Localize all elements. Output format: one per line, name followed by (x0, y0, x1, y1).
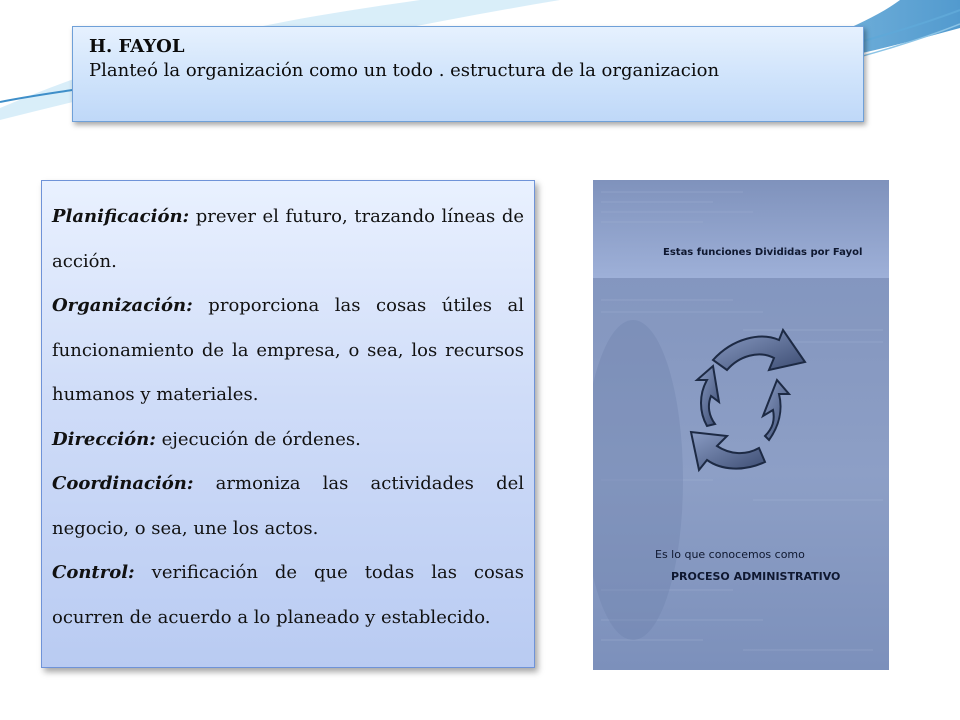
function-term: Planificación: (52, 206, 190, 227)
function-item-coordinacion (52, 462, 524, 551)
function-text: proporciona las cosas útiles al funcionamiento de la empresa, o sea, los recursos humanos y materiales. (52, 295, 524, 405)
header-box (72, 26, 864, 122)
function-term: Organización: (52, 295, 193, 316)
function-text: prever el futuro, trazando líneas de acción. (52, 206, 524, 272)
header-title: H. FAYOL (89, 36, 185, 57)
process-image (593, 180, 889, 670)
function-term: Dirección: (52, 428, 156, 450)
function-text: verificación de que todas las cosas ocurren de acuerdo a lo planeado y establecido. (52, 562, 524, 628)
function-text: ejecución de órdenes. (155, 428, 361, 450)
function-term: Coordinación: (52, 473, 194, 494)
cycle-arrows-icon (593, 180, 889, 670)
image-caption-line2: PROCESO ADMINISTRATIVO (671, 570, 841, 583)
function-item-control (52, 551, 524, 640)
function-term: Control: (52, 562, 135, 583)
image-heading: Estas funciones Divididas por Fayol (663, 247, 863, 258)
function-item-planificacion (52, 195, 524, 284)
header-subtitle: Planteó la organización como un todo . estructura de la organizacion (89, 60, 720, 81)
function-text: armoniza las actividades del negocio, o sea, une los actos. (52, 473, 524, 539)
function-item-direccion (52, 418, 524, 463)
image-caption-line1: Es lo que conocemos como (655, 548, 805, 561)
functions-box (41, 180, 535, 668)
function-item-organizacion (52, 284, 524, 418)
